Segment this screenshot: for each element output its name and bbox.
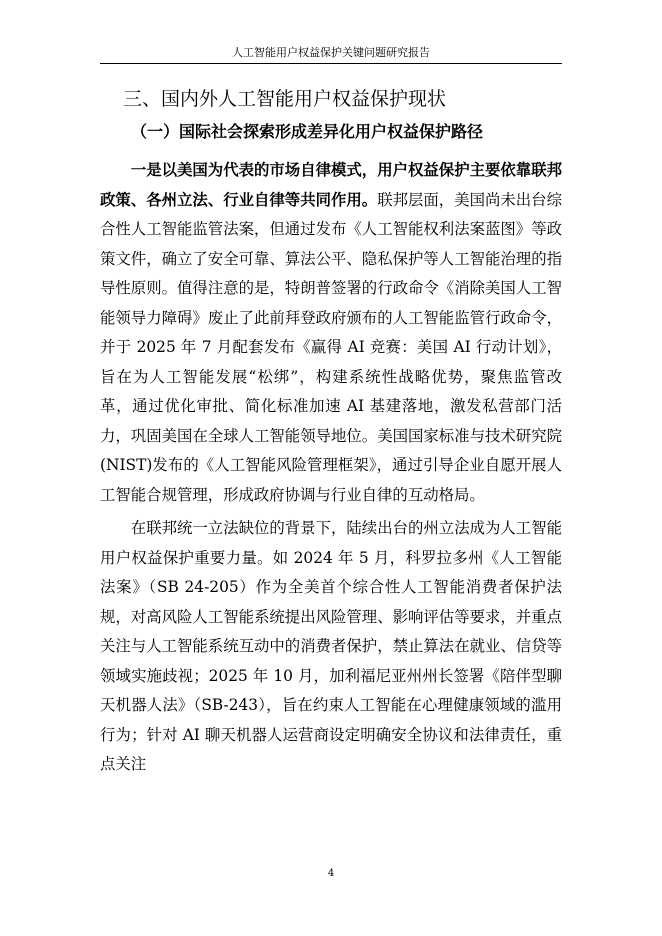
paragraph-2 [100,514,562,780]
paragraph-1-text: 联邦层面，美国尚未出台综合性人工智能监管法案，但通过发布《人工智能权利法案蓝图》等政策文件，确立了安全可靠、算法公平、隐私保护等人工智能治理的指导性原则。值得注意的是，特朗普签署的行政命令《消除美国人工智能领导力障碍》废止了此前拜登政府颁布的人工智能监管行政命令，并于 2025 年 7 月配套发布《赢得 AI 竞赛：美国 AI 行动计划》，旨在为人工智能发展“松绑”，构建系统性战略优势，聚焦监管改革，通过优化审批、简化标准加速 AI 基建落地，激发私营部门活力，巩固美国在全球人工智能领导地位。美国国家标准与技术研究院(NIST)发布的《人工智能风险管理框架》，通过引导企业自愿开展人工智能合规管理，形成政府协调与行业自律的互动格局。 [100,190,562,504]
paragraph-2-text: 在联邦统一立法缺位的背景下，陆续出台的州立法成为人工智能用户权益保护重要力量。如 2024 年 5 月，科罗拉多州《人工智能法案》（SB 24-205）作为全美首个综合性人工智能消费者保护法规，对高风险人工智能系统提出风险管理、影响评估等要求，并重点关注与人工智能系统互动中的消费者保护，禁止算法在就业、信贷等领域实施歧视；2025 年 10 月，加利福尼亚州州长签署《陪伴型聊天机器人法》（SB-243），旨在约束人工智能在心理健康领域的滥用行为；针对 AI 聊天机器人运营商设定明确安全协议和法律责任，重点关注 [100,519,562,773]
paragraph-1 [100,156,562,510]
page-number: 4 [327,868,335,879]
header-divider [100,63,562,64]
body-text [100,156,562,780]
paragraph-1-lead: 一是以美国为代表的市场自律模式，用户权益保护主要依靠联邦政策、各州立法、行业自律等共同作用。 [100,161,562,209]
running-header: 人工智能用户权益保护关键问题研究报告 [232,46,430,59]
subsection-heading: （一）国际社会探索形成差异化用户权益保护路径 [131,122,484,141]
section-heading: 三、国内外人工智能用户权益保护现状 [123,88,447,110]
